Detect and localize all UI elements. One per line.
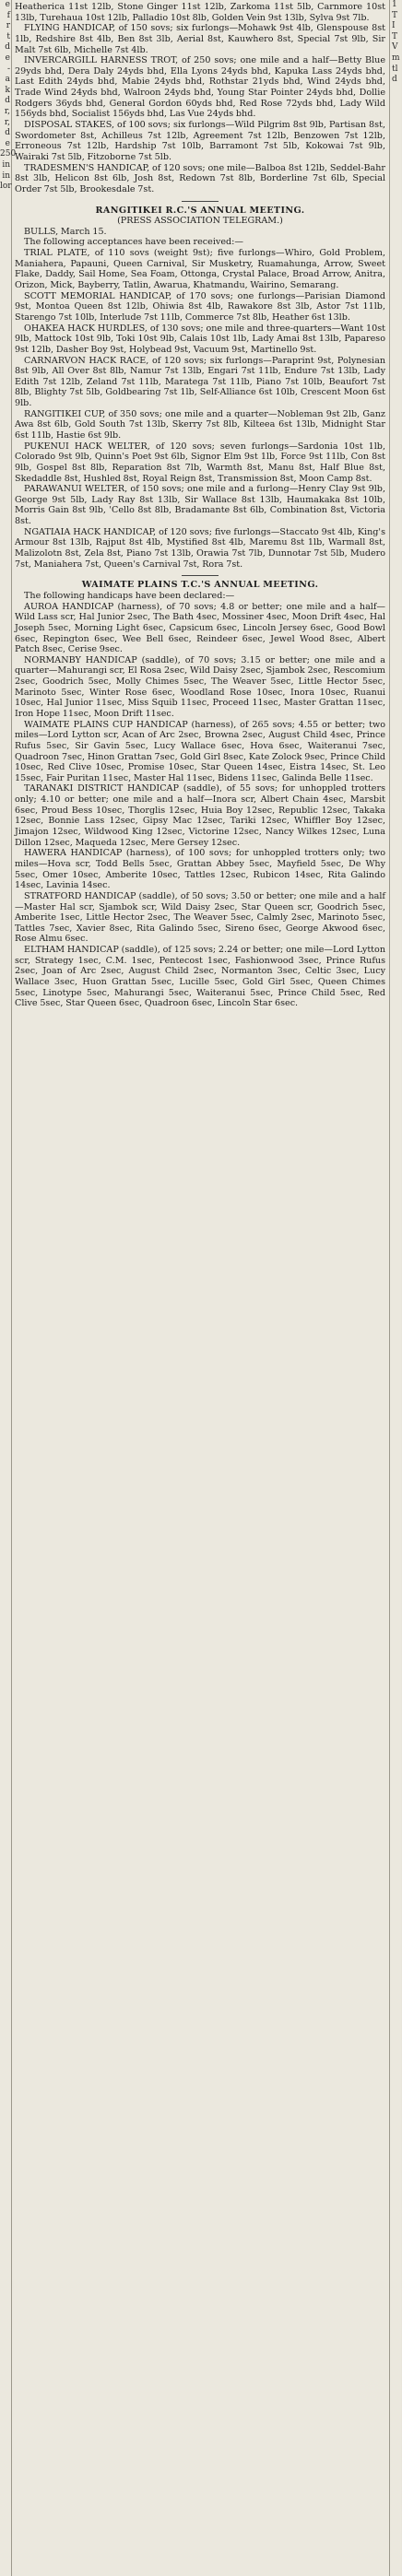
left-margin-fragment: r, (4, 117, 10, 127)
race-paragraph: INVERCARGILL HARNESS TROT, of 250 sovs; one mile and a half—Betty Blue 29yds bhd, Dera Daly 24yds bhd, Ella Lyons 24yds bhd, Kapuka Lass 24yds bhd, Last Edith 24yds bhd, Mabie 24yds bhd, Rothstar 21yds bhd, Wind 24yds bhd, Trade Wind 24yds bhd, Walroon 24yds bhd, Young Star Pointer 24yds bhd, Dollie Rodgers 36yds bhd, General Gordon 60yds bhd, Red Rose 72yds bhd, Lady Wild 156yds bhd, Socialist 156yds bhd, Las Vue 24yds bhd. (15, 55, 385, 120)
right-margin-fragment: I (392, 21, 396, 31)
race-paragraph: SCOTT MEMORIAL HANDICAP, of 170 sovs; one furlongs—Parisian Diamond 9st, Montoa Queen 8st 12lb, Ohiwia 8st 4lb, Rawakore 8st 3lb, Astor 7st 11lb, Starengo 7st 10lb, Interlude 7st 11lb, Commerce 7st 8lb, Heather 6st 13lb. (15, 290, 385, 323)
race-paragraph: PARAWANUI WELTER, of 150 sovs; one mile and a furlong—Henry Clay 9st 9lb, George 9st 5lb, Lady Ray 8st 13lb, Sir Wallace 8st 13lb, Haumakaka 8st 10lb, Morris Gain 8st 9lb, 'Cello 8st 8lb, Bradamante 8st 6lb, Combination 8st, Victoria 8st. (15, 484, 385, 527)
race-paragraph: BULLS, March 15. (24, 226, 107, 237)
left-margin-fragment: in (2, 159, 10, 170)
race-paragraph: DISPOSAL STAKES, of 100 sovs; six furlongs—Wild Pilgrim 8st 9lb, Partisan 8st, Swordometer 8st, Achilleus 7st 12lb, Agreement 7st 12lb, Benzowen 7st 12lb, Erroneous 7st 12lb, Hardship 7st 10lb, Barramont 7st 5lb, Kokowai 7st 9lb, Wairaki 7st 5lb, Fitzoborne 7st 5lb. (15, 120, 385, 162)
left-margin-fragment: d (5, 96, 10, 106)
left-margin-fragment: r, (4, 106, 10, 116)
meeting-heading: RANGITIKEI R.C.'S ANNUAL MEETING. (95, 205, 305, 216)
left-margin-fragment: in (2, 171, 10, 181)
left-margin-fragment: 250 (0, 149, 17, 159)
race-paragraph: CARNARVON HACK RACE, of 120 sovs; six furlongs—Paraprint 9st, Polynesian 8st 9lb, All Over 8st 8lb, Namur 7st 13lb, Engari 7st 11lb, Endure 7st 13lb, Lady Edith 7st 12lb, Zeland 7st 11lb, Maratega 7st 11lb, Piano 7st 10lb, Beaufort 7st 8lb, Blighty 7st 5lb, Goldbearing 7st 1lb, Self-Alliance 6st 10lb, Crescent Moon 6st 9lb. (15, 355, 385, 409)
race-paragraph: The following acceptances have been received:— (24, 237, 243, 248)
race-paragraph: RANGITIKEI CUP, of 350 sovs; one mile and a quarter—Nobleman 9st 2lb, Ganz Awa 8st 6lb, Gold South 7st 13lb, Skerry 7st 8lb, Kilteea 6st 13lb, Midnight Star 6st 11lb, Hastie 6st 9lb. (15, 408, 385, 441)
race-paragraph: Heatherica 11st 12lb, Stone Ginger 11st 12lb, Zarkoma 11st 5lb, Carnmore 10st 13lb, Turehaua 10st 12lb, Palladio 10st 8lb, Golden Vein 9st 13lb, Sylva 9st 7lb. (15, 2, 385, 23)
race-paragraph: NGATIAIA HACK HANDICAP, of 120 sovs; five furlongs—Staccato 9st 4lb, King's Armour 8st 13lb, Rajput 8st 4lb, Mystified 8st 4lb, Maremu 8st 1lb, Warmall 8st, Malizolotn 8st, Zela 8st, Piano 7st 13lb, Orawia 7st 7lb, Dunnotar 7st 5lb, Mudero 7st, Maniahera 7st, Queen's Carnival 7st, Rora 7st. (15, 526, 385, 570)
left-margin-fragment: e (5, 53, 10, 63)
meeting-subheading: (PRESS ASSOCIATION TELEGRAM.) (117, 216, 283, 227)
right-margin-fragment: d (392, 75, 397, 85)
right-margin-fragment: V (392, 42, 398, 53)
race-paragraph: The following handicaps have been declared:— (24, 590, 235, 601)
left-margin-fragment: a (5, 75, 10, 85)
race-paragraph: NORMANBY HANDICAP (saddle), of 70 sovs; 3.15 or better; one mile and a quarter—Mahurangi scr, El Rosa 2sec, Wild Daisy 2sec, Sjambok 2sec, Rescomium 2sec, Goodrich 5sec, Molly Chimes 5sec, The Weaver 5sec, Little Hector 5sec, Marinoto 5sec, Winter Rose 6sec, Woodland Rose 10sec, Inora 10sec, Ruanui 10sec, Hal Junior 11sec, Miss Squib 11sec, Proceed 11sec, Master Grattan 11sec, Iron Hope 11sec, Moon Drift 11sec. (15, 654, 385, 719)
left-margin-fragment: t (6, 31, 10, 41)
left-margin-fragment: f (6, 10, 10, 20)
race-paragraph: AUROA HANDICAP (harness), of 70 sovs; 4.8 or better; one mile and a half—Wild Lass scr, Hal Junior 2sec, The Bath 4sec, Mossiner 4sec, Moon Drift 4sec, Hal Joseph 5sec, Morning Light 6sec, Capsicum 6sec, Lincoln Jersey 6sec, Good Bowl 6sec, Repington 6sec, Wee Bell 6sec, Reindeer 6sec, Jewel Wood 8sec, Albert Patch 8sec, Cerise 9sec. (15, 601, 385, 655)
race-paragraph: TRIAL PLATE, of 110 sovs (weight 9st); five furlongs—Whiro, Gold Problem, Maniahera, Papauni, Queen Carnival, Sir Musketry, Ruamahunga, Arrow, Sweet Flake, Daddy, Sail Home, Sea Foam, Ottonga, Crystal Palace, Broad Arrow, Anitra, Orizon, Mick, Bayberry, Tatlin, Awarua, Khatmandu, Wairino, Semarang. (15, 248, 385, 291)
section-rule (182, 575, 219, 576)
left-margin-fragment: lor (0, 182, 12, 192)
left-margin-fragment: d (5, 128, 10, 138)
race-paragraph: HAWERA HANDICAP (harness), of 100 sovs; for unhoppled trotters only; two miles—Hova scr, Todd Bells 5sec, Grattan Abbey 5sec, Mayfield 5sec, De Why 5sec, Omer 10sec, Amberite 10sec, Tattles 12sec, Rubicon 14sec, Rita Galindo 14sec, Lavinia 14sec. (15, 848, 385, 891)
right-column-fragment (389, 0, 402, 2576)
right-margin-fragment: tl (392, 64, 398, 74)
left-margin-fragment: d (5, 42, 10, 53)
race-paragraph: PUKENUI HACK WELTER, of 120 sovs; seven furlongs—Sardonia 10st 1lb, Colorado 9st 9lb, Quinn's Poet 9st 6lb, Signor Elm 9st 1lb, Force 9st 11lb, Con 8st 9lb, Gospel 8st 8lb, Reparation 8st 7lb, Warmth 8st, Manu 8st, Half Blue 8st, Skedaddle 8st, Hushled 8st, Royal Reign 8st, Transmission 8st, Moon Camp 8st. (15, 441, 385, 484)
left-margin-fragment: e (5, 0, 10, 9)
race-paragraph: WAIMATE PLAINS CUP HANDICAP (harness), of 265 sovs; 4.55 or better; two miles—Lord Lytton scr, Acan of Arc 2sec, Browna 2sec, August Child 4sec, Prince Rufus 5sec, Sir Gavin 5sec, Lucy Wallace 6sec, Hova 6sec, Waiteranui 7sec, Quadroon 7sec, Hinon Grattan 7sec, Gold Girl 8sec, Kate Zolock 9sec, Prince Child 10sec, Red Clive 10sec, Promise 10sec, Star Queen 14sec, Eistra 14sec, St. Leo 15sec, Fair Puritan 11sec, Master Hal 11sec, Bidens 11sec, Galinda Belle 11sec. (15, 719, 385, 783)
left-margin-fragment: k (5, 85, 10, 95)
right-margin-fragment: T (392, 31, 398, 41)
race-paragraph: OHAKEA HACK HURDLES, of 130 sovs; one mile and three-quarters—Want 10st 9lb, Mattock 10st 9lb, Toki 10st 9lb, Calais 10st 1lb, Lady Amai 8st 13lb, Papareso 9st 12lb, Dasher Boy 9st, Holybead 9st, Vacuum 9st, Martinello 9st. (15, 323, 385, 355)
right-margin-fragment: T (392, 10, 398, 20)
right-margin-fragment: m (392, 53, 400, 63)
race-paragraph: TRADESMEN'S HANDICAP, of 120 sovs; one mile—Balboa 8st 12lb, Seddel-Bahr 8st 3lb, Helicon 8st 6lb, Josh 8st, Redown 7st 8lb, Borderline 7st 6lb, Special Order 7st 5lb, Brookesdale 7st. (15, 162, 385, 194)
left-margin-fragment: e (5, 138, 10, 148)
race-paragraph: TARANAKI DISTRICT HANDICAP (saddle), of 55 sovs; for unhoppled trotters only; 4.10 or better; one mile and a half—Inora scr, Albert Chain 4sec, Marsbit 6sec, Proud Bess 10sec, Thorglis 12sec, Huia Boy 12sec, Republic 12sec, Takaka 12sec, Bonnie Lass 12sec, Gipsy Mac 12sec, Tariki 12sec, Whiffler Boy 12sec, Jimajon 12sec, Wildwood King 12sec, Victorine 12sec, Nancy Wilkes 12sec, Luna Dillon 12sec, Maqueda 12sec, Mere Gersey 12sec. (15, 783, 385, 848)
meeting-heading: WAIMATE PLAINS T.C.'S ANNUAL MEETING. (81, 580, 319, 591)
right-margin-fragment: 1 (392, 0, 397, 9)
left-column-fragment (0, 0, 17, 2576)
race-paragraph: STRATFORD HANDICAP (saddle), of 50 sovs; 3.50 or better; one mile and a half—Master Hal scr, Sjambok scr, Wild Daisy 2sec, Star Queen scr, Goodrich 5sec, Amberite 1sec, Little Hector 2sec, The Weaver 5sec, Calmly 2sec, Marinoto 5sec, Tattles 7sec, Xavier 8sec, Rita Galindo 5sec, Sireno 6sec, George Akwood 6sec, Rose Almu 6sec. (15, 890, 385, 945)
race-paragraph: FLYING HANDICAP, of 150 sovs; six furlongs—Mohawk 9st 4lb, Glenspouse 8st 1lb, Redshire 8st 4lb, Ben 8st 3lb, Aerial 8st, Kauwhero 8st, Special 7st 9lb, Sir Malt 7st 6lb, Michelle 7st 4lb. (15, 23, 385, 55)
left-margin-fragment: - (6, 64, 10, 74)
section-rule (182, 201, 219, 202)
left-margin-fragment: r (6, 21, 10, 31)
race-listings-column (15, 2, 385, 1009)
race-paragraph: ELTHAM HANDICAP (saddle), of 125 sovs; 2.24 or better; one mile—Lord Lytton scr, Strategy 1sec, C.M. 1sec, Pentecost 1sec, Fashionwood 3sec, Prince Rufus 2sec, Joan of Arc 2sec, August Child 2sec, Normanton 3sec, Celtic 3sec, Lucy Wallace 3sec, Huon Grattan 5sec, Lucille 5sec, Gold Girl 5sec, Queen Chimes 5sec, Linotype 5sec, Mahurangi 5sec, Waiteranui 5sec, Prince Child 5sec, Red Clive 5sec, Star Queen 6sec, Quadroon 6sec, Lincoln Star 6sec. (15, 945, 385, 1009)
